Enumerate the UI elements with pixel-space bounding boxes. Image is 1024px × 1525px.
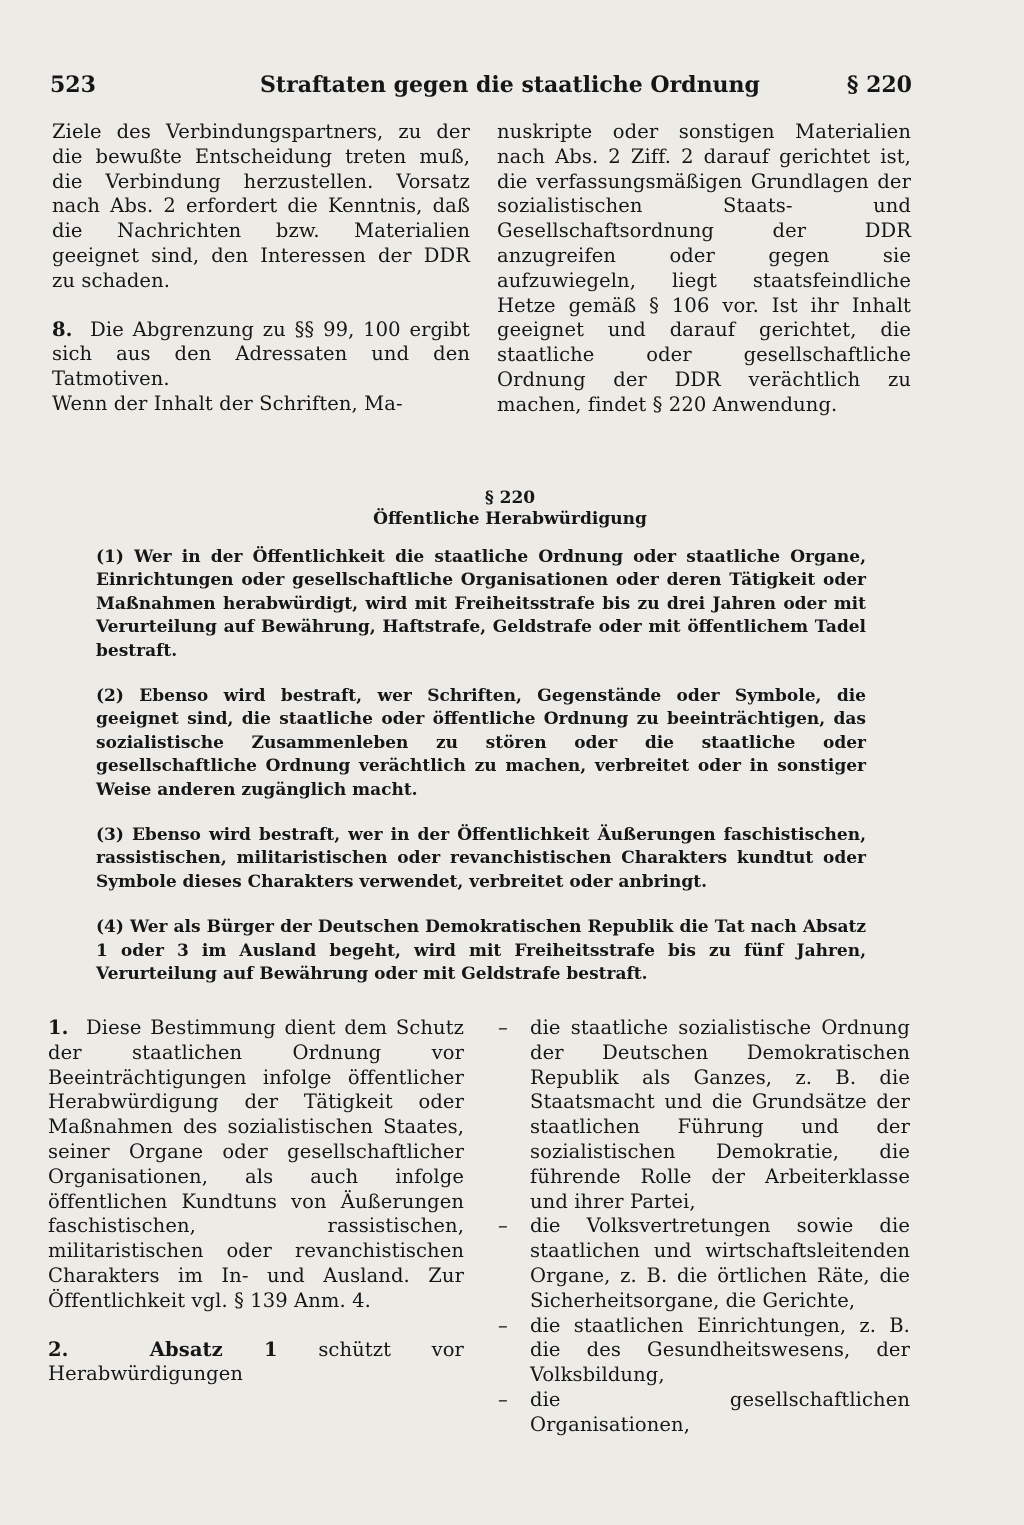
list-item: – die gesellschaftlichen Organisationen, <box>498 1387 910 1436</box>
dash-marker: – <box>498 1016 508 1039</box>
paragraph-8 <box>52 318 470 392</box>
page-header <box>50 70 912 106</box>
annotation-label: Absatz 1 <box>149 1337 278 1361</box>
law-paragraph-2: (2) Ebenso wird bestraft, wer Schriften, Gegenstände oder Symbole, die geeignet sind, die staatliche oder öffentliche Ordnung zu beeinträchtigen, das sozialistische Zusammenleben zu stören oder die staatliche oder gesellschaftliche Ordnung verächtlich zu machen, verbreitet oder in sonstiger Weise anderen zugänglich macht. <box>96 686 866 800</box>
paragraph-number: 8. <box>52 317 73 341</box>
page-number: 523 <box>50 72 96 98</box>
law-paragraph-4: (4) Wer als Bürger der Deutschen Demokratischen Republik die Tat nach Absatz 1 oder 3 im Ausland begeht, wird mit Freiheitsstrafe bis zu fünf Jahren, Verurteilung auf Bewährung oder mit Geldstrafe bestraft. <box>96 917 866 985</box>
protected-objects-list <box>496 1016 910 1438</box>
top-right-column <box>497 120 911 418</box>
top-left-column <box>52 120 470 417</box>
header-section: § 220 <box>846 72 912 98</box>
running-title: Straftaten gegen die staatliche Ordnung <box>260 72 760 98</box>
dash-marker: – <box>498 1214 508 1238</box>
paragraph-text: Die Abgrenzung zu §§ 99, 100 ergibt sich aus den Adressaten und den Tatmotiven. <box>52 317 470 391</box>
paragraph: Wenn der Inhalt der Schriften, Ma- <box>52 391 403 415</box>
annotation-1 <box>48 1016 464 1314</box>
paragraph: nuskripte oder sonstigen Materialien nach Abs. 2 Ziff. 2 darauf gerichtet ist, die verfassungsmäßigen Grundlagen der sozialistischen Staats- und Gesellschaftsordnung der DDR anzugreifen oder gegen sie aufzuwiegeln, liegt staatsfeindliche Hetze gemäß § 106 vor. Ist ihr Inhalt geeignet und darauf gerichtet, die staatliche oder gesellschaftliche Ordnung der DDR verächtlich zu machen, findet § 220 Anwendung. <box>497 120 911 416</box>
law-paragraph-1: (1) Wer in der Öffentlichkeit die staatliche Ordnung oder staatliche Organe, Einrichtungen oder gesellschaftliche Organisationen oder deren Tätigkeit oder Maßnahmen herabwürdigt, wird mit Freiheitsstrafe bis zu drei Jahren oder mit Verurteilung auf Bewährung, Haftstrafe, Geldstrafe oder mit öffentlichem Tadel bestraft. <box>96 547 866 661</box>
bottom-right-column <box>496 1016 910 1438</box>
law-section-number: § 220 <box>484 488 536 508</box>
bottom-left-column <box>48 1016 464 1387</box>
law-paragraph-3: (3) Ebenso wird bestraft, wer in der Öffentlichkeit Äußerungen faschistischen, rassistischen, militaristischen oder revanchistischen Charakters kundtut oder Symbole dieses Charakters verwendet, verbreitet oder anbringt. <box>96 825 866 892</box>
list-item: – die Volksvertretungen sowie die staatlichen und wirtschaftsleitenden Organe, z. B. die örtlichen Räte, die Sicherheitsorgane, die Gerichte, <box>498 1214 910 1312</box>
law-section-title: Öffentliche Herabwürdigung <box>373 509 647 529</box>
annotation-number: 2. <box>48 1337 69 1361</box>
list-item: – die staatlichen Einrichtungen, z. B. die des Gesundheitswesens, der Volksbildung, <box>498 1313 910 1387</box>
annotation-text: Diese Bestimmung dient dem Schutz der staatlichen Ordnung vor Beeinträchtigungen infolge öffentlicher Herabwürdigung der Tätigkeit oder Maßnahmen des sozialistischen Staates, seiner Organe oder gesellschaftlicher Organisationen, als auch infolge öffentlichen Kundtuns von Äußerungen faschistischen, rassistischen, militaristischen oder revanchistischen Charakters im In- und Ausland. Zur Öffentlichkeit vgl. § 139 Anm. 4. <box>48 1016 464 1312</box>
paragraph: Ziele des Verbindungspartners, zu der die bewußte Entscheidung treten muß, die Verbindung herzustellen. Vorsatz nach Abs. 2 erfordert die Kenntnis, daß die Nachrichten bzw. Materialien geeignet sind, den Interessen der DDR zu schaden. <box>52 120 470 292</box>
list-item: – die staatliche sozialistische Ordnung der Deutschen Demokratischen Republik als Ganzes, z. B. die Staatsmacht und die Grundsätze der staatlichen Führung und der sozialistischen Demokratie, die führende Rolle der Arbeiterklasse und ihrer Partei, <box>498 1016 910 1213</box>
annotation-text: schützt vor Herabwürdigungen <box>48 1337 464 1386</box>
law-text <box>96 546 866 1009</box>
dash-marker: – <box>498 1387 508 1411</box>
annotation-2 <box>48 1338 464 1388</box>
dash-marker: – <box>498 1313 508 1337</box>
annotation-number: 1. <box>48 1016 69 1039</box>
